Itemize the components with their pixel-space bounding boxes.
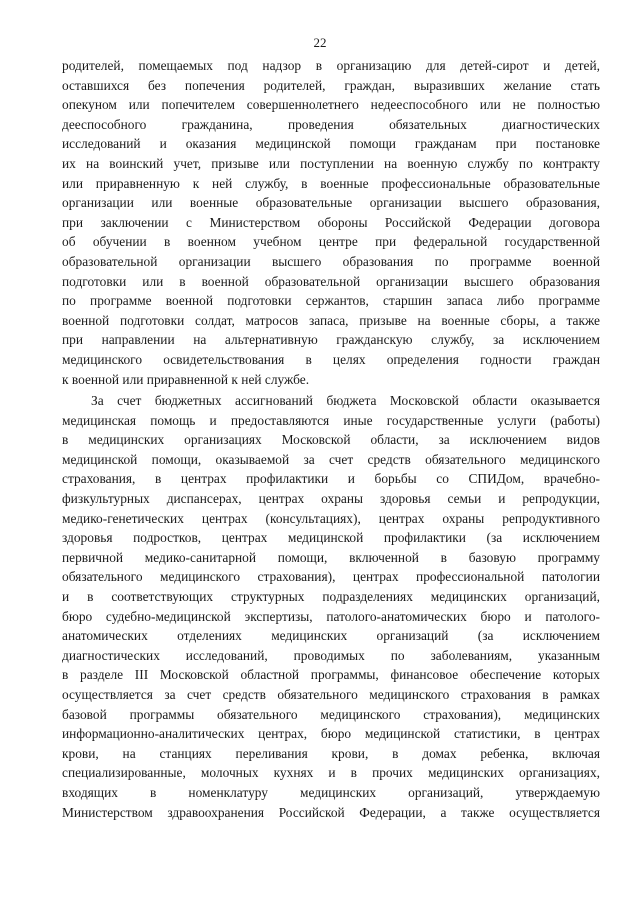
text-line: бюро судебно-медицинской экспертизы, патолого-анатомических бюро и патолого- [62,608,600,624]
text-line: в медицинских организациях Московской области, за исключением видов [62,432,600,448]
text-line: при заключении с Министерством обороны Российской Федерации договора [62,214,600,230]
text-line: диагностических исследований, проводимых по заболеваниям, указанным [62,647,600,663]
text-line: родителей, помещаемых под надзор в организацию для детей-сирот и детей, [62,58,600,73]
text-line: об обучении в военном учебном центре при федеральной государственной [62,234,600,250]
text-line: Министерством здравоохранения Российской Федерации, а также осуществляется [62,804,600,820]
text-line: медицинского освидетельствования в целях определения годности граждан [62,351,600,367]
text-line: опекуном или попечителем совершеннолетнего недееспособного или не полностью [62,97,600,113]
text-line: базовой программы обязательного медицинского страхования), медицинских [62,706,600,722]
text-line: анатомических отделениях медицинских организаций (за исключением [62,628,600,644]
text-line: информационно-аналитических центрах, бюро медицинской статистики, в центрах [62,726,600,742]
text-line: За счет бюджетных ассигнований бюджета Московской области оказывается [91,393,600,409]
text-line: по программе военной подготовки сержантов, старшин запаса либо программе [62,293,600,309]
text-line: дееспособного гражданина, проведения обязательных диагностических [62,116,600,132]
paragraph-1 [62,56,600,389]
text-line: медицинская помощь и предоставляются иные государственные услуги (работы) [62,412,600,428]
text-line: военной подготовки солдат, матросов запаса, призыве на военные сборы, а также [62,312,600,328]
text-line: входящих в номенклатуру медицинских организаций, утверждаемую [62,784,600,800]
text-line: при направлении на альтернативную гражданскую службу, за исключением [62,332,600,348]
text-line: обязательного медицинского страхования), центрах профессиональной патологии [62,569,600,585]
text-line: страхования, в центрах профилактики и борьбы со СПИДом, врачебно- [62,471,600,487]
text-line: и в соответствующих структурных подразделениях медицинских организаций, [62,589,600,605]
text-line: образовательной организации высшего образования по программе военной [62,253,600,269]
text-line: первичной медико-санитарной помощи, включенной в базовую программу [62,549,600,565]
text-line: крови, на станциях переливания крови, в домах ребенка, включая [62,745,600,761]
text-line: организации или военные образовательные организации высшего образования, [62,195,600,211]
text-line: здоровья подростков, центрах медицинской профилактики (за исключением [62,530,600,546]
text-line: оставшихся без попечения родителей, граждан, выразивших желание стать [62,77,600,93]
text-line: осуществляется за счет средств обязательного медицинского страхования в рамках [62,687,600,702]
text-line: их на воинский учет, призыве или поступлении на военную службу по контракту [62,155,600,171]
text-line: физкультурных диспансерах, центрах охраны здоровья семьи и репродукции, [62,491,600,507]
text-line: медико-генетических центрах (консультациях), центрах охраны репродуктивного [62,510,600,526]
page-number: 22 [313,35,327,50]
body-text [62,56,600,822]
text-line: подготовки или в военной образовательной организации высшего образования [62,273,600,289]
paragraph-2 [62,391,600,822]
text-line: медицинской помощи, оказываемой за счет средств обязательного медицинского [62,451,600,467]
text-line: или приравненную к ней службу, в военные профессиональные образовательные [62,175,600,191]
text-line: исследований и оказания медицинской помощи гражданам при постановке [62,136,600,152]
text-line: к военной или приравненной к ней службе. [62,371,310,387]
text-line: специализированные, молочных кухнях и в прочих медицинских организациях, [62,765,600,781]
text-line: в разделе III Московской областной программы, финансовое обеспечение которых [62,667,600,683]
